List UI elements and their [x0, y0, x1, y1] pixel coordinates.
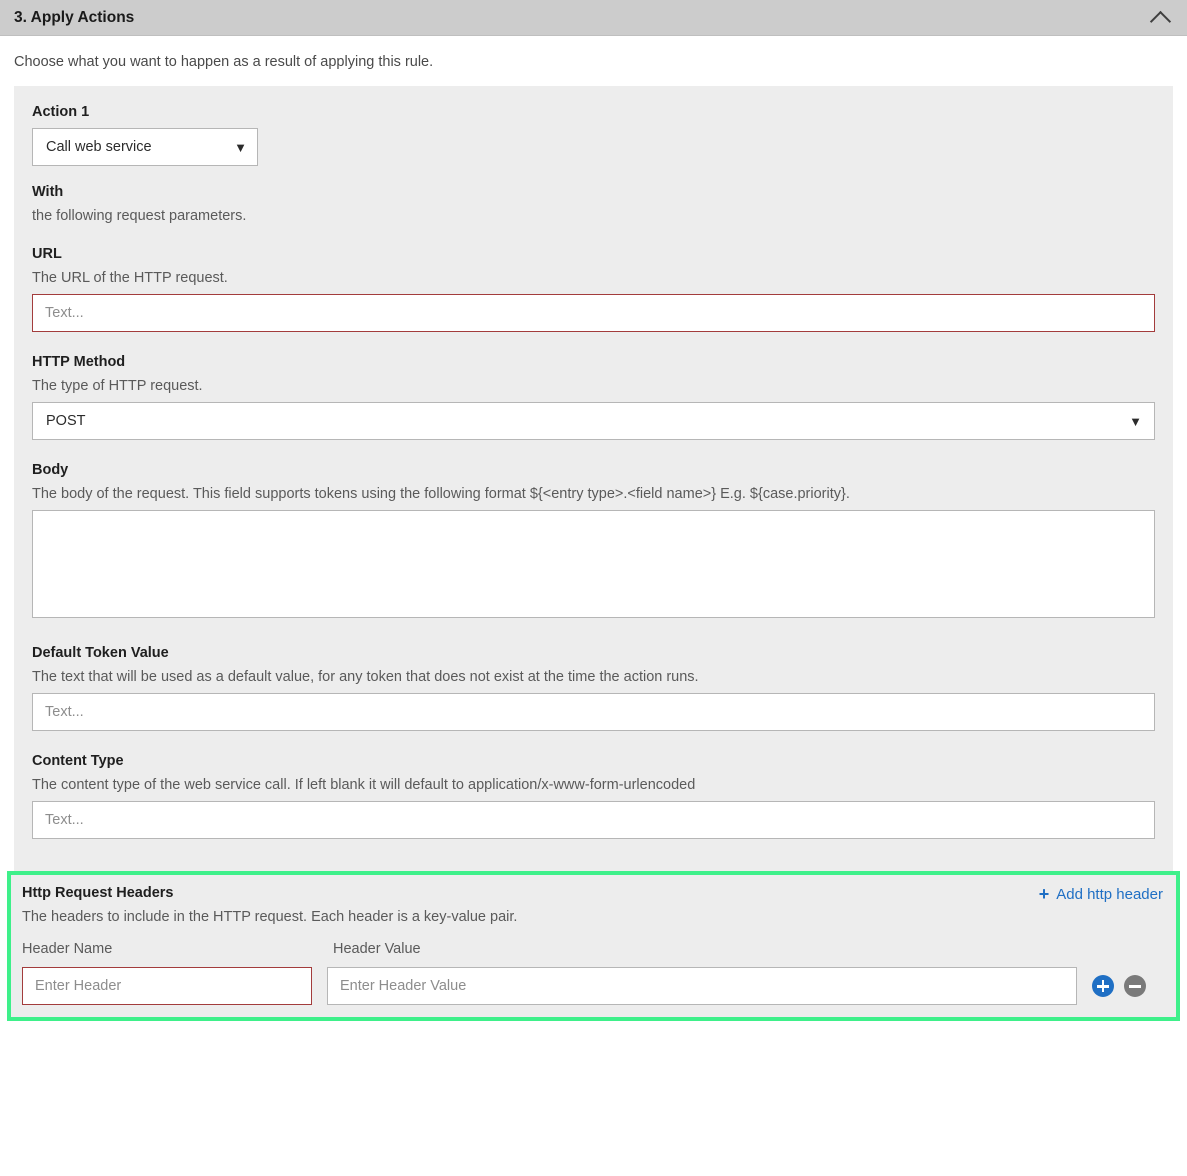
body-textarea[interactable]	[32, 510, 1155, 618]
http-method-select[interactable]	[32, 402, 1155, 440]
http-request-headers-description: The headers to include in the HTTP request. Each header is a key-value pair.	[22, 909, 518, 925]
action-panel	[14, 86, 1173, 871]
with-group	[32, 184, 1155, 224]
headers-column-titles	[22, 941, 1165, 957]
url-description: The URL of the HTTP request.	[32, 270, 228, 286]
body-description: The body of the request. This field supports tokens using the following format ${<entry type>.<field name>} E.g. ${case.priority}.	[32, 486, 850, 502]
default-token-value-description: The text that will be used as a default value, for any token that does not exist at the time the action runs.	[32, 669, 699, 685]
header-value-column-label: Header Value	[333, 941, 421, 957]
content-type-group	[32, 753, 1155, 839]
with-description: the following request parameters.	[32, 208, 247, 224]
header-value-input[interactable]	[327, 967, 1077, 1005]
url-label: URL	[32, 246, 62, 262]
add-header-row-icon[interactable]	[1092, 975, 1114, 997]
content-type-description: The content type of the web service call. If left blank it will default to application/x-www-form-urlencoded	[32, 777, 696, 793]
http-request-headers-label: Http Request Headers	[22, 885, 174, 901]
content-type-label: Content Type	[32, 753, 124, 769]
body-group	[32, 462, 1155, 623]
headers-header-row	[22, 885, 1165, 933]
section-intro-text: Choose what you want to happen as a result of applying this rule.	[14, 54, 434, 70]
http-method-group	[32, 354, 1155, 440]
chevron-down-icon: ▼	[1129, 413, 1142, 429]
add-http-header-button[interactable]	[1039, 885, 1165, 903]
action-group	[32, 104, 1155, 166]
action-heading: Action 1	[32, 104, 90, 120]
section-header[interactable]	[0, 0, 1187, 36]
body-label: Body	[32, 462, 69, 478]
remove-header-row-icon[interactable]	[1124, 975, 1146, 997]
chevron-up-icon[interactable]	[1151, 7, 1173, 29]
row-actions	[1092, 975, 1146, 997]
url-input[interactable]	[32, 294, 1155, 332]
http-method-description: The type of HTTP request.	[32, 378, 203, 394]
action-type-select[interactable]	[32, 128, 258, 166]
default-token-value-group	[32, 645, 1155, 731]
header-name-input[interactable]	[22, 967, 312, 1005]
http-method-value: POST	[46, 413, 86, 429]
action-type-value: Call web service	[46, 139, 152, 155]
http-request-headers-section	[7, 871, 1180, 1021]
default-token-value-input[interactable]	[32, 693, 1155, 731]
with-label: With	[32, 184, 64, 200]
plus-icon: +	[1038, 884, 1050, 904]
chevron-down-icon: ▼	[234, 139, 247, 155]
default-token-value-label: Default Token Value	[32, 645, 169, 661]
content-type-input[interactable]	[32, 801, 1155, 839]
header-name-column-label: Header Name	[22, 941, 113, 957]
table-row	[22, 967, 1165, 1005]
http-method-label: HTTP Method	[32, 354, 126, 370]
url-group	[32, 246, 1155, 332]
add-http-header-label: Add http header	[1056, 885, 1163, 903]
page-title: 3. Apply Actions	[14, 8, 135, 26]
headers-text-block	[22, 885, 517, 933]
